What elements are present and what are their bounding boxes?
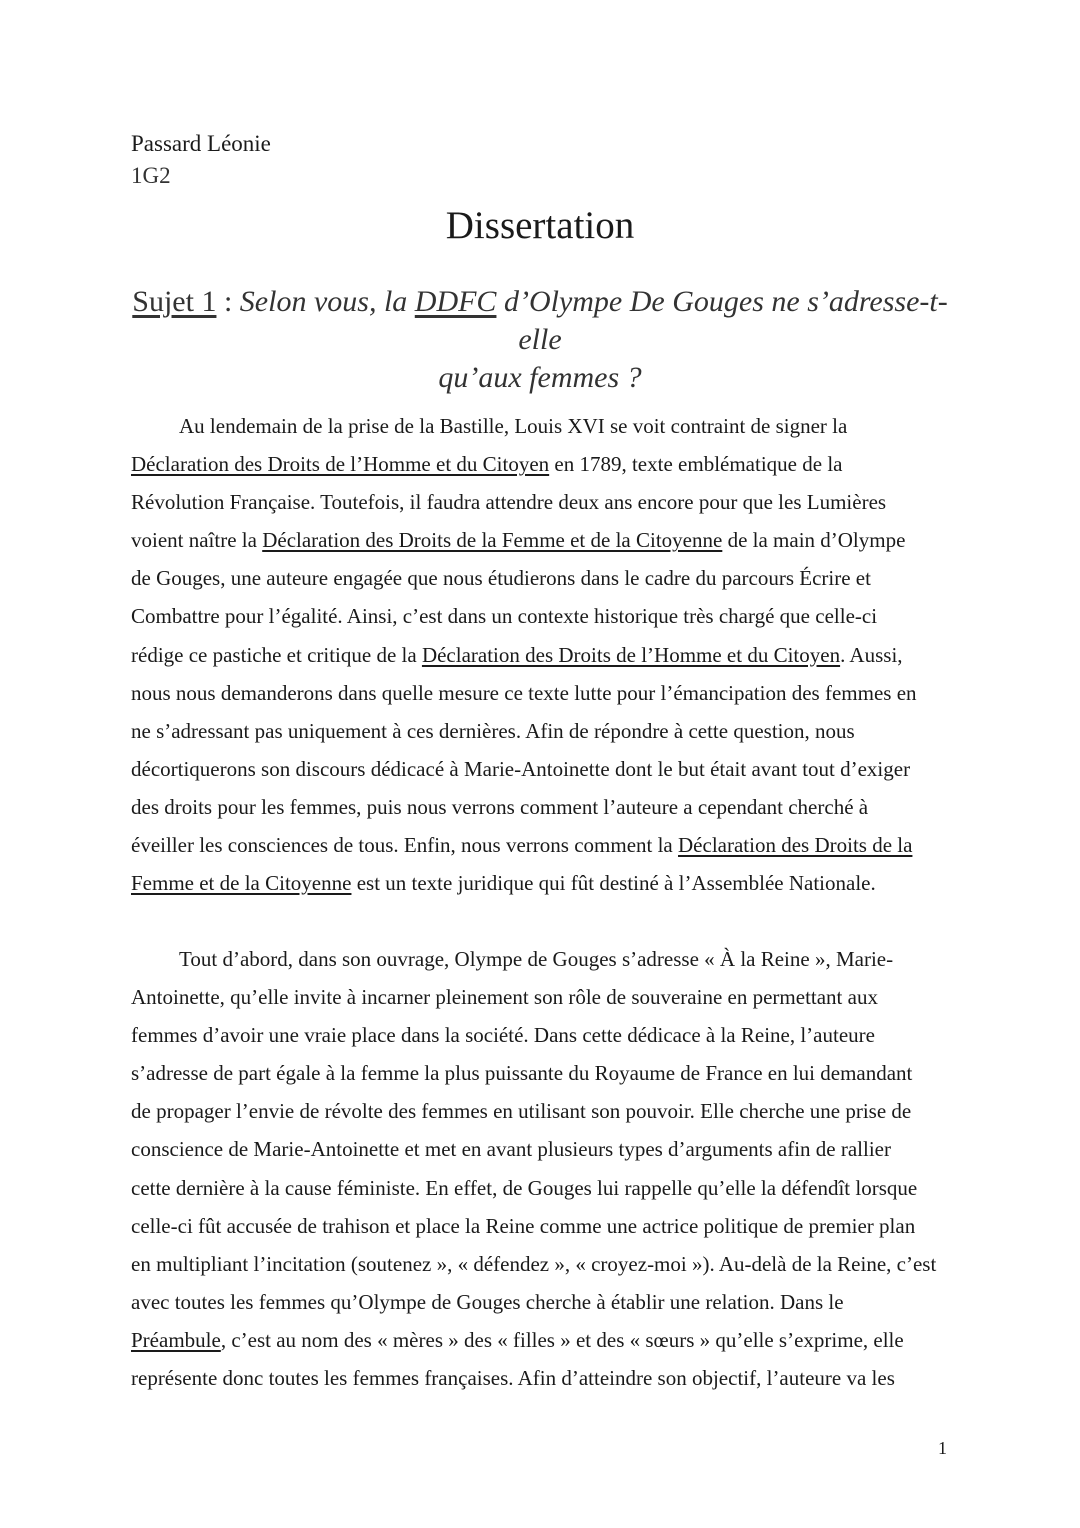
title-reference: Femme et de la Citoyenne	[131, 871, 352, 896]
text-line	[131, 521, 951, 559]
text-fragment: rédige ce pastiche et critique de la	[131, 642, 422, 667]
text-fragment: éveiller les consciences de tous. Enfin, nous verrons comment la	[131, 833, 679, 858]
subject-question-a: Selon vous, la	[239, 285, 415, 318]
text-line: Au lendemain de la prise de la Bastille, Louis XVI se voit contraint de signer la	[179, 414, 848, 438]
text-line: nous nous demanderons dans quelle mesure ce texte lutte pour l’émancipation des femmes en	[131, 680, 917, 705]
text-line: avec toutes les femmes qu’Olympe de Gouges cherche à établir une relation. Dans le	[131, 1289, 844, 1314]
text-line: Combattre pour l’égalité. Ainsi, c’est dans un contexte historique très chargé que celle-ci	[131, 604, 878, 629]
text-line: conscience de Marie-Antoinette et met en avant plusieurs types d’arguments afin de rallier	[131, 1137, 891, 1162]
text-line: décortiquerons son discours dédicacé à Marie-Antoinette dont le but était avant tout d’exiger	[131, 756, 911, 781]
author-block	[131, 128, 271, 192]
author-name: Passard Léonie	[131, 131, 271, 156]
title-reference: Déclaration des Droits de l’Homme et du Citoyen	[421, 642, 841, 667]
subject-question-acronym: DDFC	[414, 285, 497, 318]
text-fragment: est un texte juridique qui fût destiné à l’Assemblée Nationale.	[351, 871, 876, 896]
text-line: en multipliant l’incitation (soutenez », « défendez », « croyez-moi »). Au-delà de la Reine, c’est	[131, 1251, 937, 1276]
paragraph-introduction	[131, 407, 951, 902]
subject-line-1	[120, 283, 960, 359]
text-line	[131, 636, 951, 674]
text-line: Antoinette, qu’elle invite à incarner pleinement son rôle de souveraine en permettant aux	[131, 985, 878, 1010]
text-line	[131, 1321, 951, 1359]
text-line: cette dernière à la cause féministe. En effet, de Gouges lui rappelle qu’elle la défendît lorsque	[131, 1175, 918, 1200]
paragraph-development	[131, 940, 951, 1397]
title-reference: Déclaration des Droits de la Femme et de la Citoyenne	[262, 528, 723, 553]
text-line: des droits pour les femmes, puis nous verrons comment l’auteure a cependant cherché à	[131, 794, 869, 819]
text-line: Révolution Française. Toutefois, il faudra attendre deux ans encore pour que les Lumières	[131, 490, 887, 515]
text-fragment: de la main d’Olympe	[722, 528, 906, 553]
text-line: s’adresse de part égale à la femme la plus puissante du Royaume de France en lui demandant	[131, 1061, 913, 1086]
subject-question-c: qu’aux femmes ?	[438, 361, 642, 394]
subject-heading	[120, 283, 960, 397]
text-line: femmes d’avoir une vraie place dans la société. Dans cette dédicace à la Reine, l’auteure	[131, 1023, 875, 1048]
page-number: 1	[938, 1438, 947, 1458]
text-line: Tout d’abord, dans son ouvrage, Olympe de Gouges s’adresse « À la Reine », Marie-	[179, 947, 894, 971]
text-line: représente donc toutes les femmes françaises. Afin d’atteindre son objectif, l’auteure va les	[131, 1366, 895, 1391]
page-title: Dissertation	[445, 204, 635, 247]
text-line	[131, 826, 951, 864]
subject-separator: :	[216, 285, 240, 318]
title-reference: Déclaration des Droits de l’Homme et du Citoyen	[131, 452, 550, 477]
subject-label: Sujet 1	[132, 285, 217, 318]
text-line	[131, 864, 951, 902]
text-fragment: voient naître la	[131, 528, 263, 553]
text-line: de propager l’envie de révolte des femmes en utilisant son pouvoir. Elle cherche une prise de	[131, 1099, 912, 1124]
text-line: de Gouges, une auteure engagée que nous étudierons dans le cadre du parcours Écrire et	[131, 566, 871, 591]
subject-question-b: d’Olympe De Gouges ne s’adresse-t-elle	[496, 285, 948, 356]
text-fragment: , c’est au nom des « mères » des « filles » et des « sœurs » qu’elle s’exprime, elle	[220, 1327, 904, 1352]
text-fragment: en 1789, texte emblématique de la	[549, 452, 843, 477]
text-line	[131, 445, 951, 483]
title-reference: Déclaration des Droits de la	[678, 833, 913, 858]
text-line: ne s’adressant pas uniquement à ces dernières. Afin de répondre à cette question, nous	[131, 718, 855, 743]
title-reference: Préambule	[131, 1327, 221, 1352]
author-class: 1G2	[131, 163, 171, 188]
text-fragment: . Aussi,	[840, 642, 903, 667]
text-line: celle-ci fût accusée de trahison et place la Reine comme une actrice politique de premier plan	[131, 1213, 916, 1238]
